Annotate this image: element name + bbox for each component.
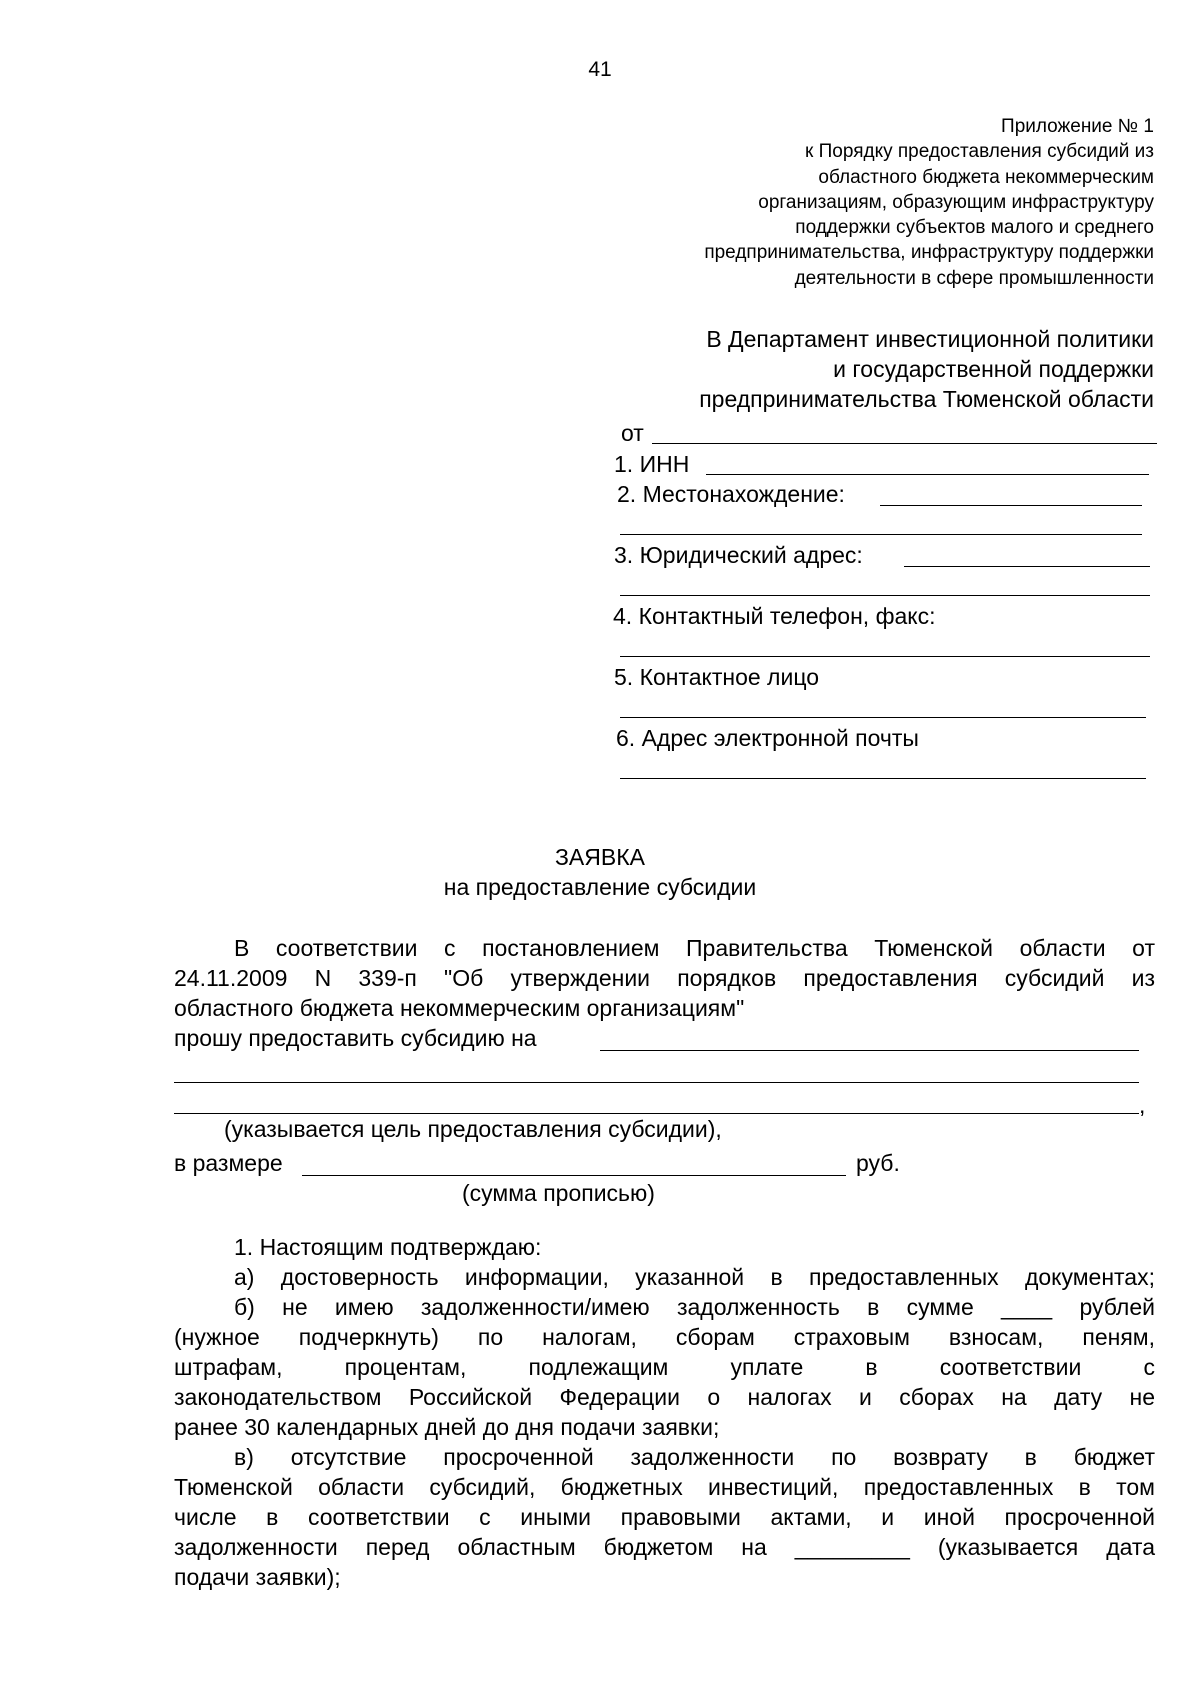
phone-field[interactable] <box>620 656 1150 657</box>
page-number: 41 <box>588 58 612 81</box>
appendix-line: деятельности в сфере промышленности <box>794 267 1154 289</box>
location-field[interactable] <box>880 505 1142 506</box>
inn-field[interactable] <box>706 474 1149 475</box>
confirm-item-c-line: Тюменской области субсидий, бюджетных инвестиций, предоставленных в том <box>174 1474 1155 1500</box>
location-field-line2[interactable] <box>620 534 1142 535</box>
from-field[interactable] <box>652 443 1157 444</box>
contact-person-field[interactable] <box>620 717 1146 718</box>
request-label: прошу предоставить субсидию на <box>174 1025 537 1051</box>
subsidy-purpose-field[interactable] <box>600 1050 1139 1051</box>
confirm-item-b-line: б) не имею задолженности/имею задолженность в сумме ____ рублей <box>234 1294 1155 1320</box>
purpose-comma: , <box>1139 1092 1146 1118</box>
addressee-line: В Департамент инвестиционной политики <box>706 326 1154 352</box>
confirm-item-c-line: подачи заявки); <box>174 1564 341 1590</box>
confirm-item-b-line: законодательством Российской Федерации о налогах и сборах на дату не <box>174 1384 1155 1410</box>
document-subtitle: на предоставление субсидии <box>443 874 757 900</box>
confirm-item-a: а) достоверность информации, указанной в предоставленных документах; <box>234 1264 1155 1290</box>
purpose-hint: (указывается цель предоставления субсидии), <box>224 1116 722 1142</box>
from-label: от <box>621 420 644 446</box>
legal-address-label: 3. Юридический адрес: <box>614 542 863 568</box>
addressee-line: и государственной поддержки <box>833 356 1154 382</box>
amount-unit: руб. <box>856 1150 900 1176</box>
email-field[interactable] <box>620 778 1146 779</box>
confirm-item-b-line: (нужное подчеркнуть) по налогам, сборам страховым взносам, пеням, <box>174 1324 1155 1350</box>
intro-line: 24.11.2009 N 339-п "Об утверждении порядков предоставления субсидий из <box>174 965 1155 991</box>
intro-line: В соответствии с постановлением Правительства Тюменской области от <box>234 935 1155 961</box>
appendix-line: к Порядку предоставления субсидий из <box>805 141 1154 163</box>
document-title: ЗАЯВКА <box>555 844 645 870</box>
confirm-heading: 1. Настоящим подтверждаю: <box>234 1234 542 1260</box>
appendix-line: предпринимательства, инфраструктуру поддержки <box>704 242 1154 264</box>
legal-address-field[interactable] <box>904 566 1150 567</box>
confirm-item-c-line: числе в соответствии с иными правовыми актами, и иной просроченной <box>174 1504 1155 1530</box>
appendix-reference <box>704 114 1154 291</box>
contact-person-label: 5. Контактное лицо <box>614 664 820 690</box>
addressee-line: предпринимательства Тюменской области <box>699 386 1154 412</box>
confirm-item-b-line: штрафам, процентам, подлежащим уплате в соответствии с <box>174 1354 1155 1380</box>
email-label: 6. Адрес электронной почты <box>616 725 919 751</box>
legal-address-field-line2[interactable] <box>620 595 1150 596</box>
amount-hint: (сумма прописью) <box>462 1180 655 1206</box>
location-label: 2. Местонахождение: <box>617 481 845 507</box>
appendix-line: поддержки субъектов малого и среднего <box>795 217 1154 239</box>
appendix-line: Приложение № 1 <box>1001 116 1154 137</box>
addressee-block <box>699 324 1154 414</box>
inn-label: 1. ИНН <box>614 451 690 477</box>
confirm-item-c-line: в) отсутствие просроченной задолженности по возврату в бюджет <box>234 1444 1155 1470</box>
confirm-item-c-line: задолженности перед областным бюджетом на _________ (указывается дата <box>174 1534 1155 1560</box>
appendix-line: организациям, образующим инфраструктуру <box>758 191 1154 213</box>
intro-line: областного бюджета некоммерческим организациям" <box>174 995 745 1021</box>
amount-label: в размере <box>174 1150 283 1176</box>
amount-field[interactable] <box>302 1175 846 1176</box>
phone-label: 4. Контактный телефон, факс: <box>613 603 936 629</box>
confirm-item-b-line: ранее 30 календарных дней до дня подачи заявки; <box>174 1414 720 1440</box>
appendix-line: областного бюджета некоммерческим <box>818 166 1154 188</box>
subsidy-purpose-field-line2[interactable] <box>174 1082 1139 1083</box>
